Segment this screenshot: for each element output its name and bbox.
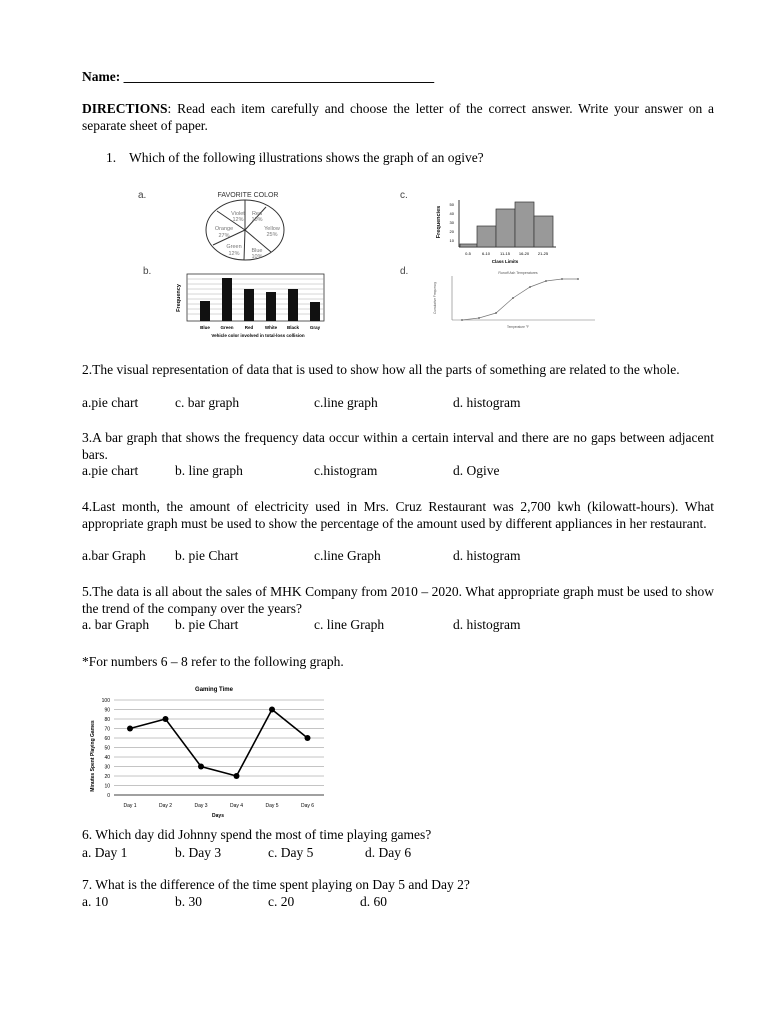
q2-option-c: c.line graph — [314, 395, 378, 410]
y-tick-label: 40 — [104, 755, 110, 761]
q4-option-a: a.bar Graph — [82, 548, 146, 563]
pie-orange: Orange — [214, 226, 234, 232]
svg-text:30: 30 — [449, 220, 454, 225]
y-tick-label: 90 — [104, 707, 110, 714]
y-tick-label: 0 — [107, 793, 110, 799]
directions-label: DIRECTIONS — [82, 101, 168, 116]
data-point — [163, 716, 169, 722]
q3-text: 3.A bar graph that shows the frequency data occur within a certain interval and there are no gaps between adjacent bars. — [82, 430, 714, 462]
q1-number: 1. — [106, 150, 117, 165]
q3-option-b: b. line graph — [175, 463, 243, 478]
svg-text:10: 10 — [449, 238, 454, 243]
svg-text:40: 40 — [449, 211, 454, 216]
svg-text:27%: 27% — [218, 233, 230, 239]
q2-option-a: a.pie chart — [82, 395, 139, 410]
ogive-ylabel: Cumulative Frequency — [433, 282, 437, 314]
data-point — [234, 773, 240, 779]
y-tick-label: 30 — [104, 764, 110, 771]
bar-xlabel: Vehicle color involved in total-loss collision — [211, 333, 305, 338]
x-tick-label: Day 3 — [194, 803, 208, 809]
q6-text: 6. Which day did Johnny spend the most of time playing games? — [82, 827, 432, 842]
x-tick-label: Day 5 — [265, 803, 279, 809]
data-point — [127, 726, 133, 732]
histogram-thumbnail — [436, 200, 556, 264]
q6-option-d: d. Day 6 — [365, 845, 412, 860]
q7-option-b: b. 30 — [175, 894, 202, 909]
q2-text: 2.The visual representation of data that is used to show how all the parts of something are related to the whole. — [82, 362, 680, 377]
q5-option-a: a. bar Graph — [82, 617, 150, 632]
svg-text:12%: 12% — [232, 217, 244, 223]
directions-text: : Read each item carefully and choose the letter of the correct answer. Write your answer on a separate sheet of paper. — [82, 101, 714, 133]
q1-letter-c: c. — [400, 190, 408, 201]
svg-text:10%: 10% — [251, 217, 263, 223]
ogive-thumbnail — [433, 271, 595, 329]
q4-option-b: b. pie Chart — [175, 548, 239, 563]
data-point — [198, 764, 204, 770]
q6-option-a: a. Day 1 — [82, 845, 128, 860]
chart-title: Gaming Time — [195, 687, 233, 693]
hist-ylabel: Frequencies — [436, 205, 442, 239]
svg-text:Gray: Gray — [309, 325, 321, 330]
q6-option-c: c. Day 5 — [268, 845, 314, 860]
graph-note: *For numbers 6 – 8 refer to the following graph. — [82, 654, 344, 669]
q3-option-d: d. Ogive — [453, 463, 500, 478]
chart-ylabel: Minutes Spent Playing Games — [90, 720, 96, 792]
hist-xlabel: Class Limits — [491, 259, 519, 264]
q4-text: 4.Last month, the amount of electricity used in Mrs. Cruz Restaurant was 2,700 kwh (kilowatt-hours). What appropriate graph must be used to show the percentage of the amount used by different appliances in her restaurant. — [82, 499, 714, 531]
svg-text:25%: 25% — [266, 232, 278, 238]
q1-letter-d: d. — [400, 266, 409, 277]
q1-letter-a: a. — [138, 190, 147, 201]
x-tick-label: Day 2 — [158, 803, 173, 809]
q7-option-a: a. 10 — [82, 894, 109, 909]
svg-text:16-20: 16-20 — [518, 251, 530, 256]
series-line — [130, 710, 308, 777]
bar-graph-thumbnail — [176, 274, 324, 338]
bar-black — [288, 289, 298, 321]
y-tick-label: 70 — [104, 726, 110, 733]
bar-white — [266, 292, 276, 321]
bar-blue — [200, 301, 210, 321]
x-tick-label: Day 6 — [300, 803, 315, 809]
pie-title: FAVORITE COLOR — [217, 192, 279, 199]
y-tick-label: 100 — [101, 698, 110, 704]
name-label: Name: — [82, 69, 121, 84]
svg-text:20: 20 — [449, 229, 454, 234]
svg-text:6-10: 6-10 — [481, 251, 491, 256]
svg-text:White: White — [264, 325, 278, 330]
bar-green — [222, 278, 232, 321]
name-line — [82, 69, 714, 86]
bar-gray — [310, 302, 320, 321]
pie-blue: Blue — [251, 248, 263, 254]
x-tick-label: Day 4 — [229, 803, 244, 809]
svg-text:Blue: Blue — [200, 325, 210, 330]
q5-option-b: b. pie Chart — [175, 617, 239, 632]
svg-text:10%: 10% — [251, 254, 263, 260]
y-tick-label: 80 — [104, 717, 110, 723]
q5-text: 5.The data is all about the sales of MHK Company from 2010 – 2020. What appropriate graph must be used to show the trend of the company over the years? — [82, 584, 714, 616]
q4-option-c: c.line Graph — [314, 548, 381, 563]
q3-option-c: c.histogram — [314, 463, 378, 478]
q2-option-d: d. histogram — [453, 395, 521, 410]
name-blank: ______________________________________________ — [123, 69, 435, 84]
q1-illustrations — [0, 180, 768, 340]
svg-text:50: 50 — [449, 202, 454, 207]
svg-text:12%: 12% — [228, 251, 240, 257]
pie-yellow: Yellow — [264, 226, 280, 232]
data-point — [269, 707, 275, 713]
q1-text: Which of the following illustrations shows the graph of an ogive? — [129, 150, 484, 165]
q4-option-d: d. histogram — [453, 548, 521, 563]
q7-option-c: c. 20 — [268, 894, 295, 909]
svg-text:Green: Green — [220, 325, 234, 330]
ogive-title: Runoff Ash Temperatures — [498, 271, 538, 275]
svg-text:21-25: 21-25 — [537, 251, 549, 256]
bar-red — [244, 289, 254, 321]
y-tick-label: 20 — [104, 774, 110, 780]
q7-option-d: d. 60 — [360, 894, 387, 909]
bar-ylabel: Frequency — [176, 284, 182, 312]
y-tick-label: 50 — [104, 745, 110, 752]
chart-xlabel: Days — [212, 813, 224, 819]
q3-option-a: a.pie chart — [82, 463, 139, 478]
svg-text:11-15: 11-15 — [500, 251, 510, 256]
svg-text:0-5: 0-5 — [465, 251, 471, 256]
q6-option-b: b. Day 3 — [175, 845, 222, 860]
directions — [82, 101, 714, 134]
q7-text: 7. What is the difference of the time spent playing on Day 5 and Day 2? — [82, 877, 470, 892]
svg-text:Red: Red — [244, 325, 254, 330]
data-point — [305, 735, 311, 741]
pie-violet: Violet — [231, 211, 245, 217]
gaming-time-chart — [86, 680, 336, 822]
x-tick-label: Day 1 — [123, 803, 137, 809]
svg-text:Black: Black — [286, 325, 300, 330]
pie-chart-thumbnail — [206, 192, 284, 260]
q5-option-d: d. histogram — [453, 617, 521, 632]
pie-red: Red — [251, 211, 263, 217]
ogive-xlabel: Temperature °F — [507, 325, 529, 329]
q2-option-b: c. bar graph — [175, 395, 240, 410]
q1-letter-b: b. — [143, 266, 152, 277]
y-tick-label: 10 — [104, 783, 110, 790]
q5-option-c: c. line Graph — [314, 617, 385, 632]
pie-green: Green — [226, 244, 242, 250]
y-tick-label: 60 — [104, 736, 110, 742]
